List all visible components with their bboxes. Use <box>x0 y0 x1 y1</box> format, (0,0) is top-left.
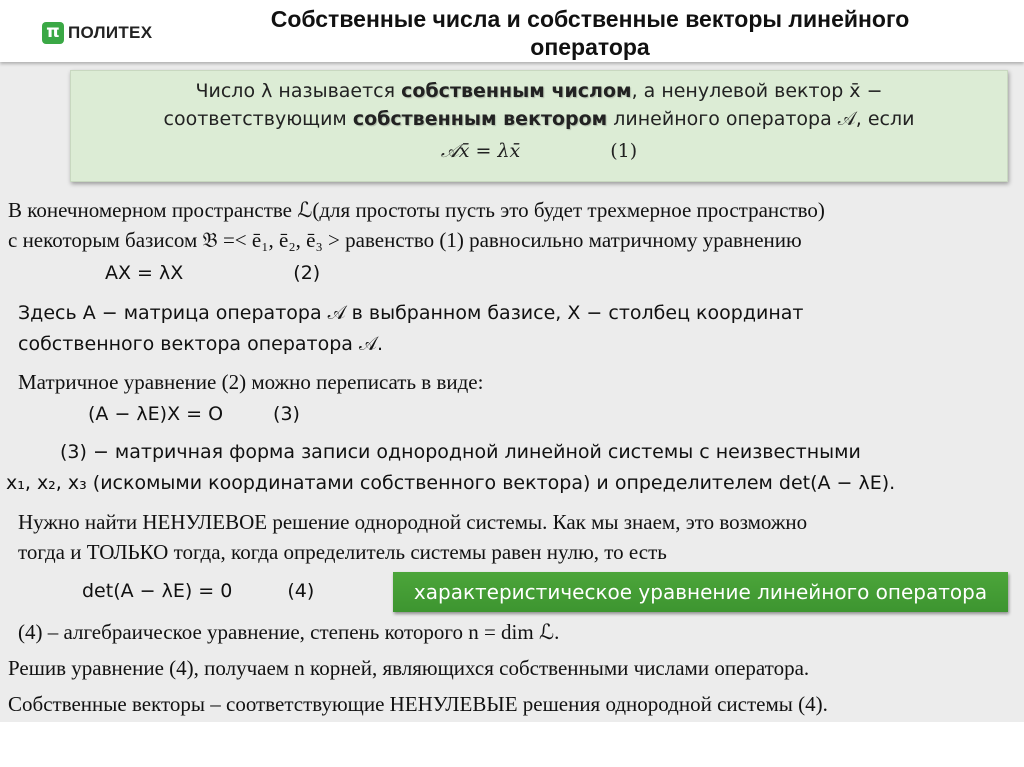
logo-text: ПОЛИТЕХ <box>68 23 153 42</box>
paragraph-line: Нужно найти НЕНУЛЕВОЕ решение однородной системы. Как мы знаем, это возможно <box>18 510 808 534</box>
logo <box>42 22 152 44</box>
equation-2 <box>105 262 320 284</box>
paragraph-line: (3) − матричная форма записи однородной линейной системы с неизвестными <box>60 441 861 463</box>
equation-number: (3) <box>273 403 300 425</box>
text: Число λ называется <box>195 80 402 102</box>
header <box>0 0 1024 62</box>
equation-number: (1) <box>610 140 638 162</box>
paragraph-line: с некоторым базисом 𝔅 =< ē₁, ē₂, ē₃ > равенство (1) равносильно матричному уравнению <box>8 228 802 252</box>
term-eigenvector: собственным вектором <box>352 108 608 130</box>
equation-number: (2) <box>293 262 321 284</box>
equation: det(A − λE) = 0 <box>82 580 233 602</box>
slide-title: Собственные числа и собственные векторы линейного оператора <box>270 6 910 60</box>
pi-logo-icon: π <box>42 22 64 44</box>
paragraph-line: x₁, x₂, x₃ (искомыми координатами собственного вектора) и определителем det(A − λE). <box>6 472 896 494</box>
characteristic-equation-callout: характеристическое уравнение линейного оператора <box>393 572 1008 612</box>
paragraph-line: (4) – алгебраическое уравнение, степень которого n = dim ℒ. <box>18 620 560 644</box>
equation-4 <box>82 580 314 602</box>
paragraph-line: Матричное уравнение (2) можно переписать в виде: <box>18 370 484 394</box>
equation-3 <box>88 403 300 425</box>
equation: AX = λX <box>105 262 184 284</box>
equation-number: (4) <box>287 580 315 602</box>
text: , а ненулевой вектор x̄ − <box>631 80 883 102</box>
equation-1 <box>71 137 1007 165</box>
definition-box <box>70 70 1008 182</box>
text: линейного оператора 𝒜, если <box>607 108 915 130</box>
text: соответствующим <box>163 108 353 130</box>
equation: (A − λE)X = O <box>88 403 224 425</box>
paragraph-line: тогда и ТОЛЬКО тогда, когда определитель системы равен нулю, то есть <box>18 540 667 564</box>
equation: 𝒜x̄ = λx̄ <box>440 140 521 162</box>
term-eigenvalue: собственным числом <box>401 80 632 102</box>
paragraph-line: Собственные векторы – соответствующие НЕНУЛЕВЫЕ решения однородной системы (4). <box>8 692 828 716</box>
definition-line-1 <box>71 77 1007 105</box>
paragraph-line: Решив уравнение (4), получаем n корней, являющихся собственными числами оператора. <box>8 656 810 680</box>
paragraph-line: Здесь A − матрица оператора 𝒜 в выбранном базисе, X − столбец координат <box>18 302 804 324</box>
paragraph-line: В конечномерном пространстве ℒ(для простоты пусть это будет трехмерное пространство) <box>8 198 825 222</box>
paragraph-line: собственного вектора оператора 𝒜. <box>18 333 383 355</box>
definition-line-2 <box>71 105 1007 133</box>
